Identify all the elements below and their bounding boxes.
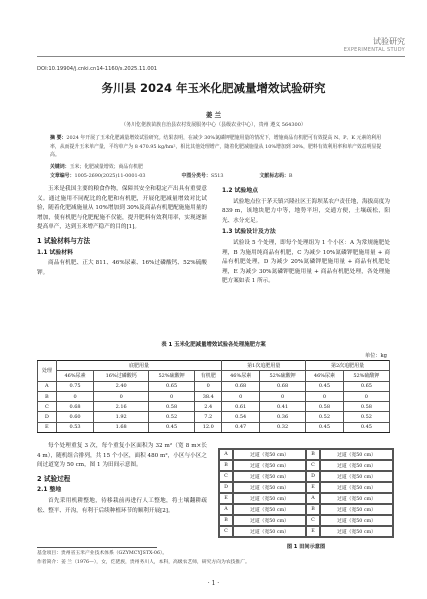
- table-cell: 0.41: [260, 402, 306, 412]
- table-header: 处理: [38, 361, 57, 382]
- table-cell: E: [38, 422, 57, 432]
- table-cell: 0.52: [306, 412, 344, 422]
- table-subheader: 52%硫酸钾: [149, 371, 195, 381]
- table-cell: B: [38, 391, 57, 401]
- keywords: [50, 163, 143, 170]
- plot-label: D: [219, 482, 233, 493]
- plot-label: C: [306, 460, 320, 471]
- table-subheader: 52%硫酸钾: [343, 371, 389, 381]
- table-cell: 0.53: [56, 422, 94, 432]
- table-cell: 0.52: [149, 412, 195, 422]
- table-cell: 2.4: [195, 402, 222, 412]
- plot-label: B: [219, 460, 233, 471]
- keywords-label: 关键词：: [50, 164, 70, 170]
- plot-aisle: 过道（宽50 cm）: [320, 515, 393, 526]
- plot-label: D: [306, 471, 320, 482]
- table-subheader: 52%硫酸钾: [260, 371, 306, 381]
- table-cell: 0.61: [222, 402, 260, 412]
- plot-aisle: 过道（宽50 cm）: [233, 460, 306, 471]
- table-unit: 单位：kg: [364, 353, 387, 359]
- journal-section: 试验研究: [373, 37, 405, 46]
- field-grid: [218, 448, 394, 538]
- section-1-1-heading: 1.1 试验材料: [37, 249, 74, 256]
- section-1-3-text: 试验设 5 个处理，即每个处理组为 1 个小区：A 为常规施肥处理，B 为施用纯商品有机肥，C 为减少 10%氮磷钾肥施用量 + 商品有机肥处理，D 为减少 20%氮磷钾肥施用量 + 商品有机肥处理，E 为减少 30%氮磷钾肥施用量 + 商品有机肥处理，各处理施肥方案如表 1 所示。: [222, 239, 390, 285]
- table-cell: 0.58: [306, 402, 344, 412]
- section-1-3-heading: 1.3 试验设计及方法: [222, 229, 276, 236]
- fertilizer-table: [37, 360, 390, 433]
- table-cell: 1.68: [94, 422, 149, 432]
- plot-label: B: [306, 504, 320, 515]
- paper-title: 务川县 2024 年玉米化肥减量增效试验研究: [101, 81, 326, 95]
- abstract: [50, 134, 383, 160]
- table-row: [38, 422, 390, 432]
- article-number: 文章编号：1005-2690(2025)11-0001-03: [50, 173, 146, 179]
- plot-label: E: [219, 493, 233, 504]
- plot-aisle: 过道（宽50 cm）: [320, 526, 393, 537]
- affiliation: （务川仡佬族苗族自治县农村发展服务中心（县级农业中心），贵州 遵义 564300）: [121, 122, 306, 128]
- section-2-1-heading: 2.1 整地: [37, 487, 62, 494]
- plot-label: B: [306, 449, 320, 460]
- figure-caption: 图 1 田间示意图: [286, 544, 326, 550]
- header-rule: [37, 56, 405, 57]
- plot-aisle: 过道（宽50 cm）: [320, 460, 393, 471]
- plot-aisle: 过道（宽50 cm）: [320, 471, 393, 482]
- table-cell: 0.65: [149, 381, 195, 391]
- table-subheader: 有机肥: [195, 371, 222, 381]
- author: 姜 兰: [205, 111, 222, 119]
- plot-label: A: [306, 493, 320, 504]
- section-1-2-heading: 1.2 试验地点: [222, 188, 259, 194]
- page-number: · 1 ·: [207, 580, 220, 587]
- plot-label: E: [306, 526, 320, 537]
- table-cell: 0.45: [149, 422, 195, 432]
- table-caption: 表 1 玉米化肥减量增效试验各处理施肥方案: [161, 342, 266, 348]
- table-cell: 0.75: [56, 381, 94, 391]
- plot-label: C: [306, 515, 320, 526]
- table-cell: 0: [260, 391, 306, 401]
- table-cell: 0.32: [260, 422, 306, 432]
- table-subheader: 46%尿素: [56, 371, 94, 381]
- author-bio: 作者简介：姜 兰（1976—），女，仡佬族，贵州务川人，本科，高级农艺师，研究方向为农技推广。: [37, 560, 250, 565]
- plot-label: C: [219, 526, 233, 537]
- table-cell: 0.54: [222, 412, 260, 422]
- footnote-rule: [37, 547, 157, 548]
- table-header: 第1次追肥用量: [222, 361, 306, 371]
- table-row: [38, 391, 390, 401]
- table-cell: 7.2: [195, 412, 222, 422]
- left-column: [37, 185, 207, 278]
- plot-label: E: [306, 482, 320, 493]
- classification: [50, 172, 329, 179]
- table-subheader: 16%过磷酸钙: [94, 371, 149, 381]
- table-cell: D: [38, 412, 57, 422]
- plot-label: A: [219, 504, 233, 515]
- plot-aisle: 过道（宽50 cm）: [233, 504, 306, 515]
- funding-note: 基金项目：贵州省玉米产业技术体系（GZYMCYJSTX-06）。: [37, 551, 168, 556]
- journal-header: [344, 36, 405, 53]
- table-cell: 0.68: [222, 381, 260, 391]
- table-cell: 0: [343, 391, 389, 401]
- wenxian-code: 文献标志码：B: [259, 173, 293, 179]
- plot-label: A: [219, 449, 233, 460]
- table-cell: 0.68: [56, 402, 94, 412]
- table-row: [38, 412, 390, 422]
- field-diagram: [218, 448, 394, 550]
- plot-aisle: 过道（宽50 cm）: [233, 482, 306, 493]
- plot-aisle: 过道（宽50 cm）: [233, 471, 306, 482]
- right-column: [222, 185, 390, 287]
- table-cell: 0: [56, 391, 94, 401]
- table-cell: 0.58: [149, 402, 195, 412]
- table-row: [38, 381, 390, 391]
- design-paragraph: 每个处理重复 3 次，每个重复小区面积为 32 m²（宽 8 m×长 4 m），随机组合排列，共 15 个小区，面积 480 m²，小区与小区之间过道宽为 50 cm，图 1 为田间示意图。: [37, 443, 207, 469]
- table-cell: 0.36: [260, 412, 306, 422]
- table-cell: 0: [306, 391, 344, 401]
- plot-aisle: 过道（宽50 cm）: [233, 526, 306, 537]
- intro-paragraph: 玉米是我国主要的粮食作物，保障其安全和稳定产出具有重要意义。通过施用不同配比的化肥和有机肥，开展化肥减量增效对比试验，随着化肥减施量从 10%增加到 30%及商品有机肥配施施用量的增加，使有机肥与化肥配施不仅能，提升肥料有效利用率，实现逐渐提高单产，达到玉米增产稳产的目的[1]。: [37, 186, 207, 231]
- table-cell: 38.4: [195, 391, 222, 401]
- table-cell: 1.92: [94, 412, 149, 422]
- table-row: [38, 402, 390, 412]
- table-cell: C: [38, 402, 57, 412]
- plot-label: B: [219, 515, 233, 526]
- table-cell: 0.68: [260, 381, 306, 391]
- table-cell: 0: [195, 381, 222, 391]
- table-cell: 0.52: [343, 412, 389, 422]
- table-subheader: 46%尿素: [222, 371, 260, 381]
- table-cell: 0.45: [306, 381, 344, 391]
- table-cell: 0.65: [343, 381, 389, 391]
- table-cell: 0: [149, 391, 195, 401]
- table-cell: 0: [94, 391, 149, 401]
- plot-label: C: [219, 471, 233, 482]
- doi: DOI:10.19904/j.cnki.cn14-1160/s.2025.11.001: [37, 66, 158, 72]
- journal-section-en: EXPERIMENTAL STUDY: [343, 47, 405, 53]
- section-1-2-text: 试验地点位于茅天镇兴隆社区王海坝某农户责任地，海拔高度为 839 m，该地块肥力中等，地势平坦，交通方便，土壤疏松，阳光、水分充足。: [222, 198, 390, 224]
- table-cell: 0.45: [343, 422, 389, 432]
- table-cell: 0.45: [306, 422, 344, 432]
- table-cell: 0.47: [222, 422, 260, 432]
- section-2-1-text: 首先采用机耕整地，待移栽前再进行人工整地，将土壤翻耕疏松、整平、开沟，有利于后续种植环节的顺利开展[2]。: [37, 497, 207, 514]
- table-cell: 0.58: [343, 402, 389, 412]
- table-cell: 12.0: [195, 422, 222, 432]
- table-cell: 2.16: [94, 402, 149, 412]
- plot-aisle: 过道（宽50 cm）: [320, 493, 393, 504]
- plot-aisle: 过道（宽50 cm）: [320, 482, 393, 493]
- table-cell: 2.40: [94, 381, 149, 391]
- plot-aisle: 过道（宽50 cm）: [233, 515, 306, 526]
- plot-aisle: 过道（宽50 cm）: [320, 449, 393, 460]
- abstract-text: 2024 年开展了玉米化肥减量增效试验研究。结果表明，在减少 30%氮磷钾肥施用量的情况下，增施商品有机肥可有效提高 N、P、K 元素的利用率，从而提升玉米单产量，平均单产为 8 470.95 kg/hm²，相比其他处理增产，随着化肥减施量从 10%增加到 30%，肥料有效利用率和单产效益明显提高。: [50, 135, 382, 159]
- plot-aisle: 过道（宽50 cm）: [233, 493, 306, 504]
- table-header: 底肥用量: [56, 361, 222, 371]
- abstract-label: 摘 要：: [50, 135, 67, 141]
- table-header: 第2次追肥用量: [306, 361, 390, 371]
- zhongtu-number: 中图分类号：S513: [181, 173, 224, 179]
- table-cell: 0.60: [56, 412, 94, 422]
- table-subheader: 46%尿素: [306, 371, 344, 381]
- plot-aisle: 过道（宽50 cm）: [233, 449, 306, 460]
- keywords-text: 玉米；化肥减量增效；商品有机肥: [69, 164, 143, 170]
- plot-aisle: 过道（宽50 cm）: [320, 504, 393, 515]
- table-cell: A: [38, 381, 57, 391]
- bottom-left-column: [37, 442, 207, 516]
- section-2-heading: 2 试验过程: [37, 474, 71, 483]
- section-1-1-text: 商品有机肥、正大 811、46%尿素、16%过磷酸钙、52%硫酸钾。: [37, 260, 207, 276]
- section-1-heading: 1 试验材料与方法: [37, 236, 91, 245]
- table-cell: 0: [222, 391, 260, 401]
